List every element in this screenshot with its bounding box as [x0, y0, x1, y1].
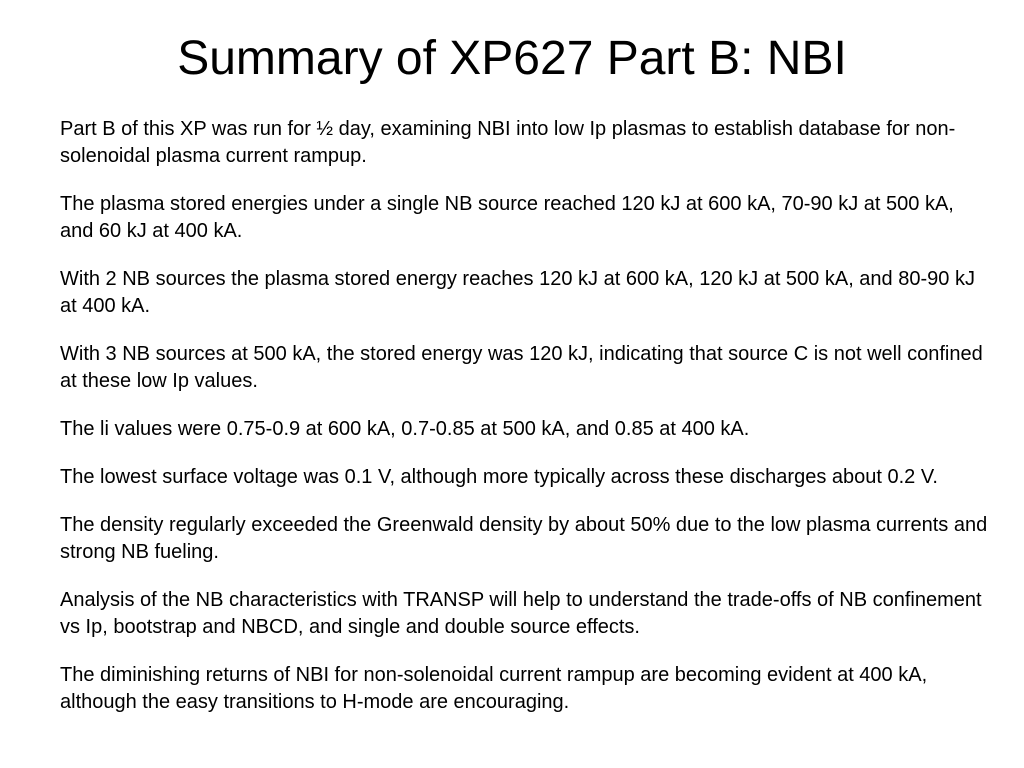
- slide-title: Summary of XP627 Part B: NBI: [177, 32, 847, 85]
- paragraph-9: The diminishing returns of NBI for non-solenoidal current rampup are becoming evident at 400 kA, although the easy transitions to H-mode are encouraging.: [60, 664, 928, 713]
- paragraph-2: The plasma stored energies under a single NB source reached 120 kJ at 600 kA, 70-90 kJ at 500 kA, and 60 kJ at 400 kA.: [60, 193, 954, 242]
- paragraph-6: The lowest surface voltage was 0.1 V, although more typically across these discharges about 0.2 V.: [60, 466, 938, 488]
- slide-body: [60, 116, 990, 737]
- paragraph-8: Analysis of the NB characteristics with TRANSP will help to understand the trade-offs of NB confinement vs Ip, bootstrap and NBCD, and single and double source effects.: [60, 589, 982, 638]
- paragraph-4: With 3 NB sources at 500 kA, the stored energy was 120 kJ, indicating that source C is not well confined at these low Ip values.: [60, 343, 983, 392]
- paragraph-5: The li values were 0.75-0.9 at 600 kA, 0.7-0.85 at 500 kA, and 0.85 at 400 kA.: [60, 418, 750, 440]
- paragraph-3: With 2 NB sources the plasma stored energy reaches 120 kJ at 600 kA, 120 kJ at 500 kA, and 80-90 kJ at 400 kA.: [60, 268, 975, 317]
- paragraph-1: Part B of this XP was run for ½ day, examining NBI into low Ip plasmas to establish database for non-solenoidal plasma current rampup.: [60, 118, 956, 167]
- paragraph-7: The density regularly exceeded the Greenwald density by about 50% due to the low plasma currents and strong NB fueling.: [60, 514, 988, 563]
